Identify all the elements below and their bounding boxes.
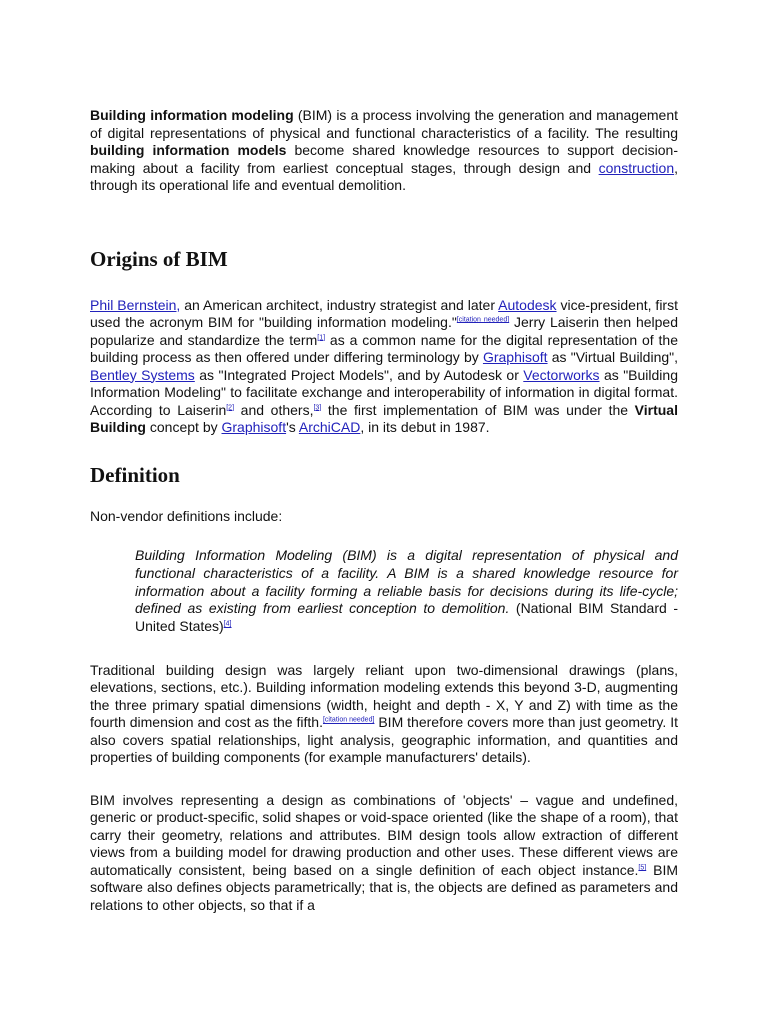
ref-3-link[interactable]: [3] (313, 403, 322, 411)
quote-source: (National BIM Standard - United States) (135, 600, 678, 635)
text-run: Traditional building design was largely reliant upon two-dimensional drawings (plans, elevations, sections, etc.). Building information modeling extends this beyond 3-D, augmenting the three primary spatial dimensions (width, height and depth - X, Y and Z) with time as the fourth dimension and cost as the fifth. (90, 661, 678, 731)
citation-needed-link-2[interactable]: [citation needed] (322, 716, 375, 724)
quote-text: Building Information Modeling (BIM) is a digital representation of physical and functional characteristics of a facility. A BIM is a shared knowledge resource for information about a facility forming a reliable basis for decisions during its life-cycle; defined as existing from earliest conception to demolition. (135, 547, 678, 617)
text-run: BIM therefore covers more than just geometry. It also covers spatial relationships, light analysis, geographic information, and quantities and properties of building components (for example manufacturers' details). (90, 714, 678, 766)
definition-quote (135, 547, 678, 636)
origins-paragraph (90, 297, 678, 437)
text-run: as "Building Information Modeling" to facilitate exchange and interoperability of information in digital format. According to Laiserin (90, 366, 678, 418)
text-run: and others, (234, 401, 314, 418)
ref-1-link[interactable]: [1] (317, 333, 326, 341)
ref-5-link[interactable]: [5] (638, 864, 647, 872)
text-run: , through its operational life and eventual demolition. (90, 159, 678, 193)
citation-needed-link[interactable]: [citation needed] (456, 316, 510, 324)
article-body (90, 107, 678, 914)
traditional-design-paragraph (90, 662, 678, 767)
text-run: as a common name for the digital representation of the building process as then offered under differing terminology by (90, 331, 678, 365)
text-run: become shared knowledge resources to support decision-making about a facility from earliest conceptual stages, through design and (90, 142, 678, 176)
text-run: concept by (146, 419, 222, 435)
quote-paragraph (135, 547, 678, 636)
autodesk-link[interactable]: Autodesk (498, 296, 557, 313)
bold-term: Virtual Building (90, 401, 678, 435)
bentley-systems-link[interactable]: Bentley Systems (90, 366, 195, 383)
phil-bernstein-link[interactable]: Phil Bernstein, (90, 296, 181, 313)
ref-2-link[interactable]: [2] (226, 403, 235, 411)
bold-term: building information models (90, 142, 287, 158)
bim-objects-paragraph (90, 792, 678, 915)
text-run: vice-president, first used the acronym BIM for "building information modeling." (90, 296, 678, 330)
text-run: an American architect, industry strategist and later (180, 296, 499, 313)
text-run: , in its debut in 1987. (360, 419, 490, 435)
text-run: (BIM) is a process involving the generation and management of digital representations of physical and functional characteristics of a facility. The resulting (90, 107, 678, 141)
text-run: as "Integrated Project Models", and by Autodesk or (194, 366, 524, 383)
graphisoft-link[interactable]: Graphisoft (482, 349, 548, 365)
graphisoft-link-2[interactable]: Graphisoft (221, 419, 287, 435)
definition-heading: Definition (90, 462, 180, 487)
intro-paragraph (90, 107, 678, 195)
construction-link[interactable]: construction (598, 159, 675, 176)
nonvendor-paragraph: Non-vendor definitions include: (90, 507, 283, 524)
vectorworks-link[interactable]: Vectorworks (523, 366, 600, 383)
text-run: BIM software also defines objects parametrically; that is, the objects are defined as parameters and relations to other objects, so that if a (90, 861, 678, 913)
text-run: 's (286, 419, 299, 435)
text-run: the first implementation of BIM was under the (321, 401, 635, 418)
ref-4-link[interactable]: [4] (223, 620, 232, 628)
text-run: as "Virtual Building", (547, 349, 678, 365)
origins-heading: Origins of BIM (90, 246, 228, 271)
text-run: Jerry Laiserin then helped popularize and standardize the term (90, 314, 678, 348)
bold-term: Building information modeling (90, 107, 294, 123)
archicad-link[interactable]: ArchiCAD (298, 419, 361, 435)
text-run: BIM involves representing a design as combinations of 'objects' – vague and undefined, generic or product-specific, solid shapes or void-space oriented (like the shape of a room), that carry their geometry, relations and attributes. BIM design tools allow extraction of different views from a building model for drawing production and other uses. These different views are automatically consistent, being based on a single definition of each object instance. (90, 791, 678, 878)
